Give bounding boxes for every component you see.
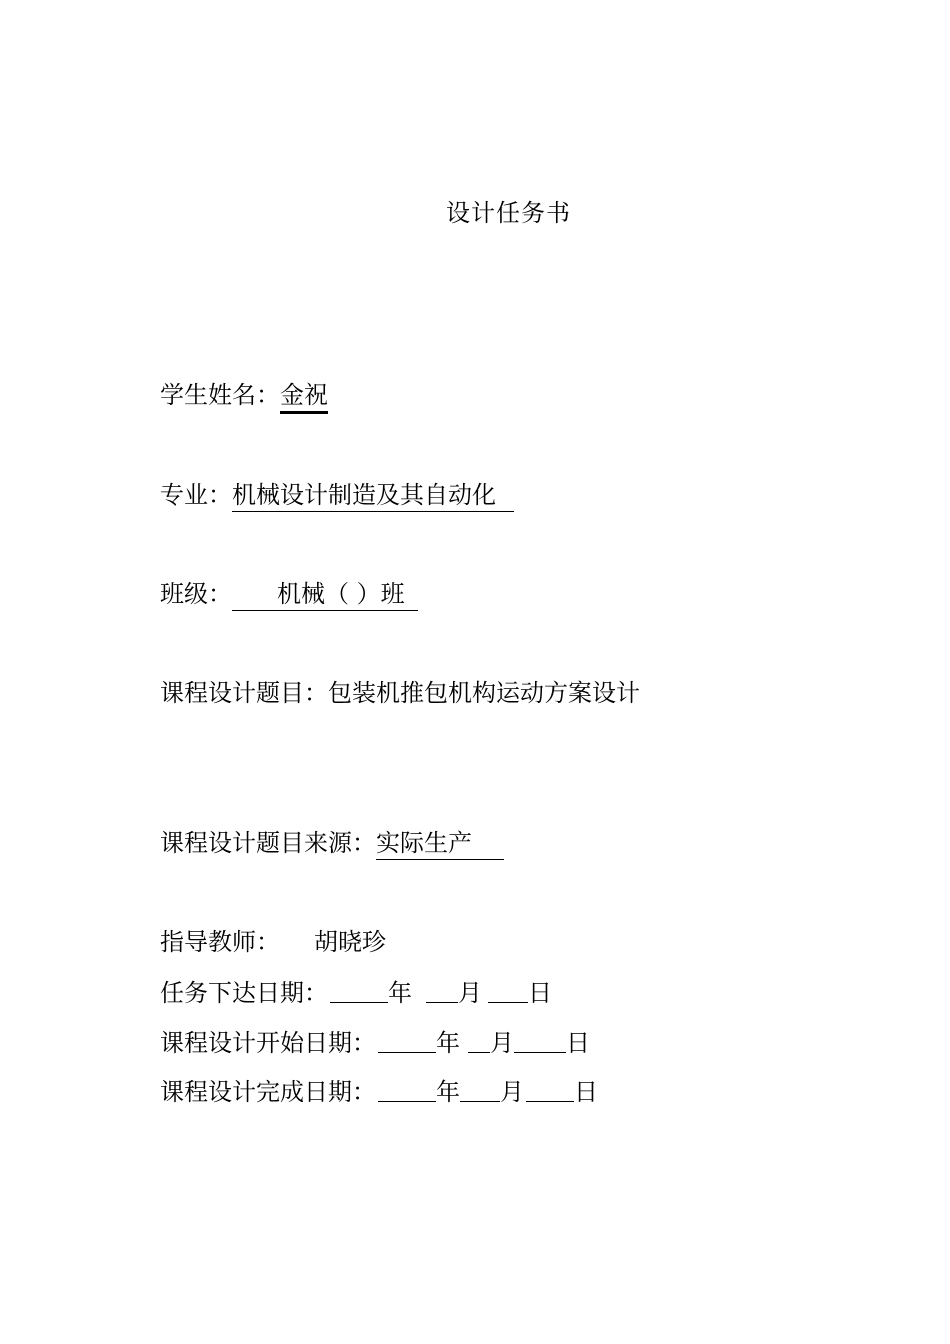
topic-source-value: 实际生产 [376, 828, 504, 860]
start-day-unit: 日 [566, 1029, 590, 1057]
complete-month-unit: 月 [500, 1078, 524, 1106]
class-row [160, 578, 418, 611]
advisor-row [160, 926, 386, 958]
start-date-label: 课程设计开始日期： [160, 1029, 376, 1057]
issue-date-row [160, 976, 552, 1009]
start-month-blank [468, 1026, 490, 1053]
student-name-value: 金祝 [280, 380, 328, 414]
class-value-field [232, 579, 418, 611]
topic-source-label: 课程设计题目来源： [160, 829, 376, 857]
class-label: 班级： [160, 580, 232, 608]
student-name-label: 学生姓名： [160, 381, 280, 409]
major-row [160, 479, 514, 512]
issue-month-unit: 月 [458, 979, 482, 1007]
topic-row [160, 677, 640, 709]
issue-day-unit: 日 [528, 979, 552, 1007]
complete-month-blank [460, 1075, 500, 1102]
start-year-blank [378, 1026, 436, 1053]
class-value: 机械（ ）班 [277, 580, 405, 608]
complete-year-unit: 年 [436, 1078, 460, 1106]
complete-year-blank [378, 1075, 436, 1102]
complete-day-blank [526, 1075, 574, 1102]
advisor-value: 胡晓珍 [314, 928, 386, 956]
complete-date-row [160, 1075, 598, 1108]
major-label: 专业： [160, 481, 232, 509]
topic-source-row [160, 827, 504, 860]
issue-date-label: 任务下达日期： [160, 979, 328, 1007]
major-value: 机械设计制造及其自动化 [232, 480, 514, 512]
document-title: 设计任务书 [446, 199, 571, 227]
complete-day-unit: 日 [574, 1078, 598, 1106]
issue-year-unit: 年 [388, 979, 412, 1007]
student-name-row [160, 379, 328, 414]
start-month-unit: 月 [490, 1029, 514, 1057]
issue-month-blank [426, 976, 458, 1003]
topic-value: 包装机推包机构运动方案设计 [328, 679, 640, 707]
start-year-unit: 年 [436, 1029, 460, 1057]
complete-date-label: 课程设计完成日期： [160, 1078, 376, 1106]
topic-label: 课程设计题目： [160, 679, 328, 707]
start-day-blank [514, 1026, 566, 1053]
advisor-label: 指导教师： [160, 928, 280, 956]
issue-year-blank [330, 976, 388, 1003]
start-date-row [160, 1026, 590, 1059]
issue-day-blank [488, 976, 528, 1003]
